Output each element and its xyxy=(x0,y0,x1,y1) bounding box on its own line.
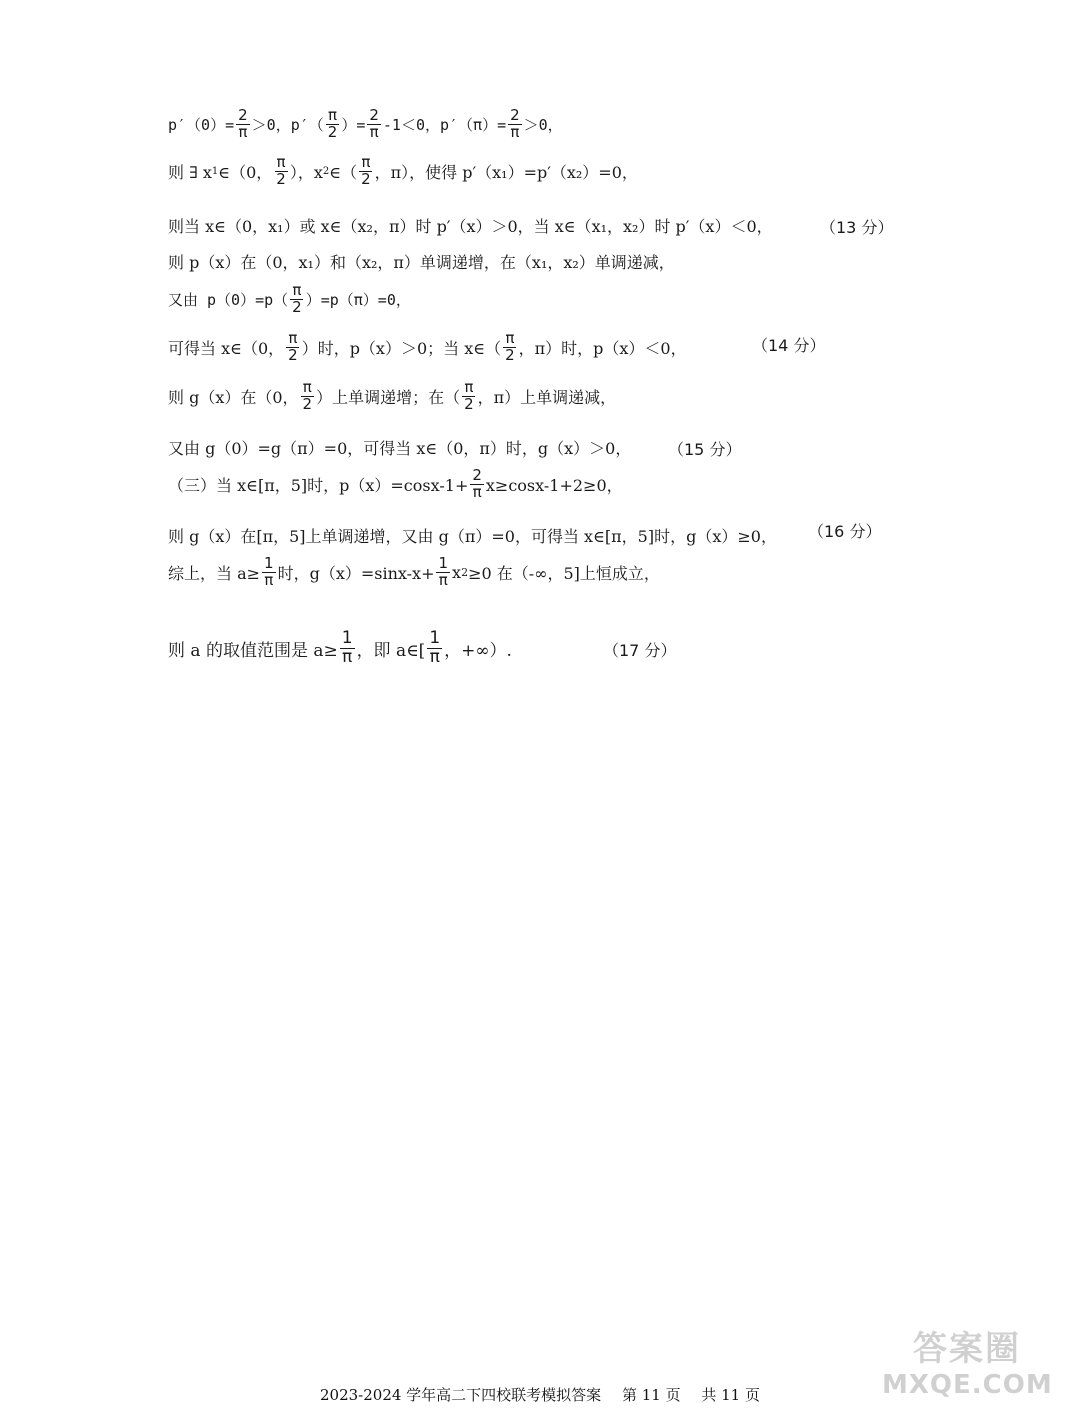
math-line-11 xyxy=(168,556,1020,589)
numerator: 2 xyxy=(510,106,520,124)
text-segment: ≥0 在（-∞，5]上恒成立， xyxy=(468,563,660,583)
numerator: π xyxy=(328,106,338,124)
denominator: π xyxy=(342,646,353,667)
denominator: π xyxy=(429,646,440,667)
text-segment: p′（0）= xyxy=(168,115,235,134)
text-segment: ）时，p（x）＞0；当 x∈（ xyxy=(301,338,502,358)
fraction-pi-over-two xyxy=(503,331,517,364)
watermark-logo xyxy=(882,1321,1052,1399)
denominator: π xyxy=(369,122,379,141)
score-17: （17 分） xyxy=(603,641,677,660)
text-segment: 则 g（x）在[π，5]上单调递增，又由 g（π）=0，可得当 x∈[π，5]时，g（x）≥0， xyxy=(168,527,777,546)
score-13: （13 分） xyxy=(820,218,894,237)
numerator: π xyxy=(505,329,515,347)
fraction-two-over-pi xyxy=(508,108,522,141)
denominator: π xyxy=(438,570,448,589)
fraction-two-over-pi xyxy=(236,108,250,141)
numerator: π xyxy=(361,153,371,171)
text-segment: 又由 p（0）=p（ xyxy=(168,290,289,309)
fraction-pi-over-two xyxy=(359,155,373,188)
text-segment: ）= xyxy=(341,115,366,134)
text-segment: 则 g（x）在（0， xyxy=(168,387,299,407)
denominator: 2 xyxy=(505,345,515,364)
text-segment: ，即 a∈[ xyxy=(356,640,426,661)
text-segment: 则当 x∈（0，x₁）或 x∈（x₂，π）时 p′（x）＞0，当 x∈（x₁，x₂）时 p′（x）＜0， xyxy=(168,217,773,236)
numerator: 2 xyxy=(472,466,482,484)
math-line-4 xyxy=(168,250,1020,273)
numerator: π xyxy=(276,153,286,171)
text-segment: ＞0，p′（ xyxy=(251,115,324,134)
text-segment: x≥cosx-1+2≥0， xyxy=(485,475,623,495)
text-segment: 时，g（x）=sinx-x+ xyxy=(277,563,435,583)
footer-total-pages: 共 11 页 xyxy=(701,1386,760,1404)
text-segment: ∈（ xyxy=(329,162,358,182)
footer-title: 2023-2024 学年高二下四校联考模拟答案 xyxy=(320,1386,602,1404)
text-segment: ，π）时，p（x）＜0， xyxy=(518,338,687,358)
denominator: 2 xyxy=(292,297,302,316)
text-segment: （三）当 x∈[π，5]时，p（x）=cosx-1+ xyxy=(168,475,469,495)
score-14: （14 分） xyxy=(752,336,826,355)
math-line-7 xyxy=(168,380,1020,413)
text-segment: ＞0， xyxy=(523,115,563,134)
footer-page-number: 第 11 页 xyxy=(621,1386,681,1404)
numerator: π xyxy=(288,329,298,347)
numerator: 1 xyxy=(429,628,441,648)
denominator: 2 xyxy=(464,394,474,413)
math-line-8 xyxy=(168,436,1020,459)
subscript: 2 xyxy=(322,165,330,177)
math-line-10 xyxy=(168,524,1020,547)
math-line-5 xyxy=(168,283,1020,316)
numerator: 1 xyxy=(438,554,449,572)
denominator: 2 xyxy=(302,394,313,413)
math-line-9 xyxy=(168,468,1020,501)
text-segment: ），x xyxy=(289,162,323,182)
math-line-1 xyxy=(168,108,1020,141)
numerator: 1 xyxy=(341,628,353,648)
watermark-bottom-text: MXQE.COM xyxy=(882,1370,1053,1400)
superscript: 2 xyxy=(461,565,469,579)
denominator: π xyxy=(264,570,274,589)
denominator: π xyxy=(238,122,248,141)
fraction-pi-over-two xyxy=(290,283,304,316)
text-segment: x xyxy=(452,562,462,582)
score-16: （16 分） xyxy=(808,522,882,541)
denominator: 2 xyxy=(288,345,298,364)
text-segment: 则 ∃ x xyxy=(168,162,212,182)
text-segment: ）上单调递增；在（ xyxy=(316,387,461,407)
text-segment: 可得当 x∈（0， xyxy=(168,338,285,358)
math-line-6 xyxy=(168,331,1020,364)
text-segment: ，π），使得 p′（x₁）=p′（x₂）=0， xyxy=(374,162,638,182)
text-segment: ，π）上单调递减， xyxy=(477,387,617,407)
text-segment: ，+∞）. xyxy=(444,640,512,661)
denominator: 2 xyxy=(327,122,338,141)
numerator: π xyxy=(292,281,302,299)
text-segment: ）=p（π）=0， xyxy=(305,290,411,309)
fraction-two-over-pi xyxy=(470,468,484,501)
fraction-pi-over-two xyxy=(274,155,288,188)
math-line-2 xyxy=(168,155,1020,188)
text-segment: 综上，当 a≥ xyxy=(168,563,261,583)
fraction-pi-over-two xyxy=(462,380,476,413)
fraction-two-over-pi xyxy=(367,108,381,141)
denominator: π xyxy=(472,482,482,501)
math-line-12 xyxy=(168,630,1020,667)
numerator: π xyxy=(302,378,312,396)
denominator: 2 xyxy=(361,169,371,188)
fraction-one-over-pi xyxy=(262,556,276,589)
numerator: π xyxy=(464,378,474,396)
numerator: 1 xyxy=(264,554,274,572)
fraction-one-over-pi xyxy=(436,556,450,589)
text-segment: -1＜0，p′（π）= xyxy=(382,115,507,134)
subscript: 1 xyxy=(211,165,219,177)
score-15: （15 分） xyxy=(668,440,742,459)
denominator: π xyxy=(510,122,520,141)
denominator: 2 xyxy=(276,169,286,188)
fraction-pi-over-two xyxy=(326,108,340,141)
numerator: 2 xyxy=(369,106,379,124)
text-segment: 又由 g（0）=g（π）=0，可得当 x∈（0，π）时，g（x）＞0， xyxy=(168,439,632,458)
text-segment: 则 a 的取值范围是 a≥ xyxy=(168,640,338,661)
numerator: 2 xyxy=(238,106,248,124)
fraction-one-over-pi xyxy=(427,630,442,667)
fraction-one-over-pi xyxy=(340,630,355,667)
fraction-pi-over-two xyxy=(301,380,315,413)
fraction-pi-over-two xyxy=(286,331,300,364)
watermark-top-text: 答案圈 xyxy=(913,1329,1021,1369)
text-segment: 则 p（x）在（0，x₁）和（x₂，π）单调递增，在（x₁，x₂）单调递减， xyxy=(168,253,675,272)
text-segment: ∈（0， xyxy=(218,162,273,182)
